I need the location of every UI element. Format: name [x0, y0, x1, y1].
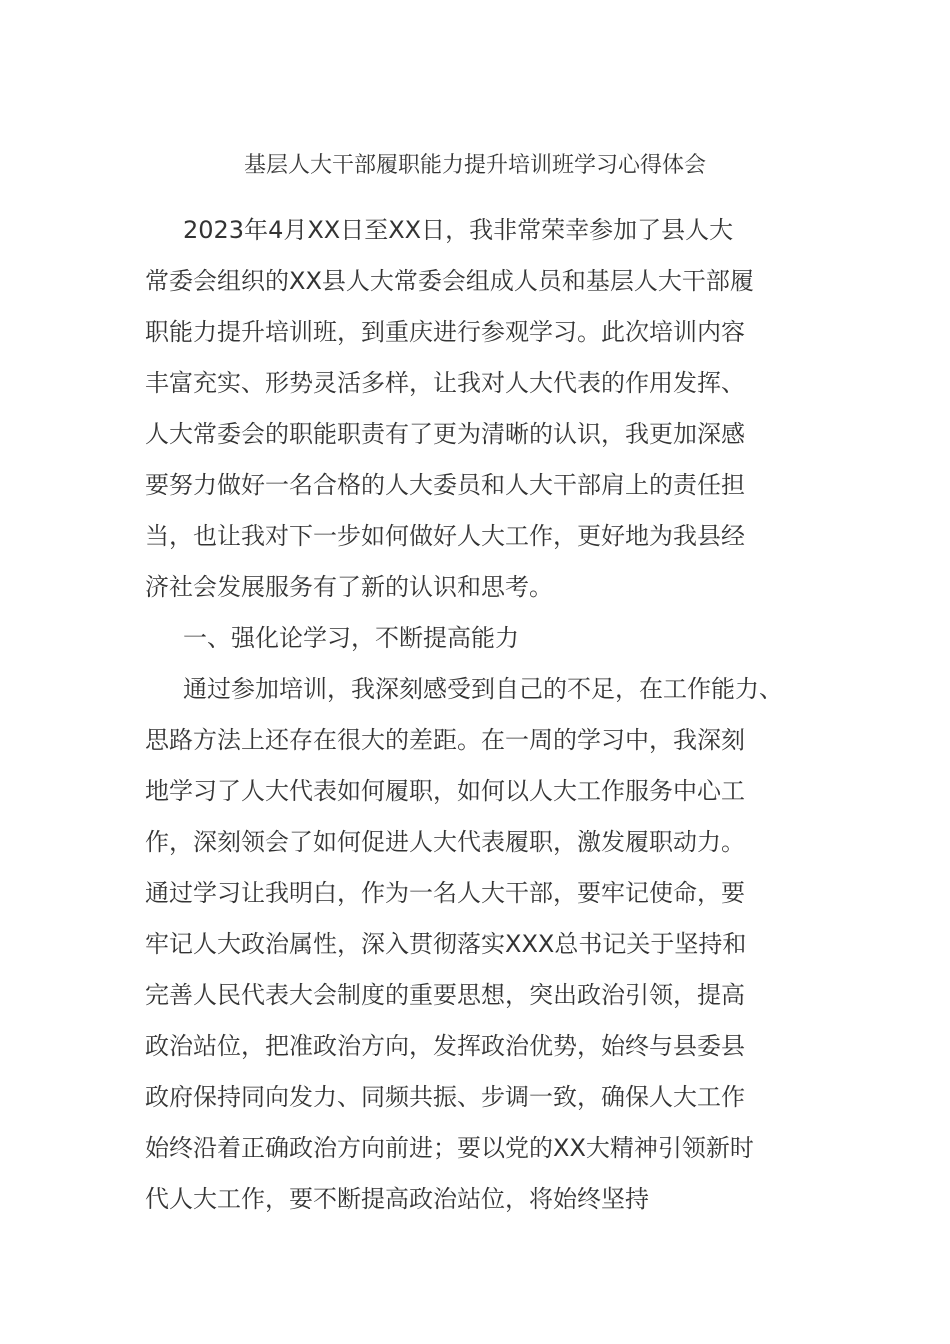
paragraph-line: 政治站位，把准政治方向，发挥政治优势，始终与县委县 [145, 1032, 745, 1060]
paragraph-line: 人大常委会的职能职责有了更为清晰的认识，我更加深感 [145, 420, 745, 448]
paragraph-line: 职能力提升培训班，到重庆进行参观学习。此次培训内容 [145, 318, 745, 346]
paragraph-line: 牢记人大政治属性，深入贯彻落实XXX总书记关于坚持和 [145, 930, 747, 958]
paragraph-line: 丰富充实、形势灵活多样，让我对人大代表的作用发挥、 [145, 369, 745, 397]
paragraph-line: 始终沿着正确政治方向前进；要以党的XX大精神引领新时 [145, 1134, 754, 1162]
paragraph-line: 完善人民代表大会制度的重要思想，突出政治引领，提高 [145, 981, 745, 1009]
paragraph-line: 地学习了人大代表如何履职，如何以人大工作服务中心工 [145, 777, 745, 805]
paragraph-line: 政府保持同向发力、同频共振、步调一致，确保人大工作 [145, 1083, 745, 1111]
paragraph-line: 2023年4月XX日至XX日，我非常荣幸参加了县人大 [183, 216, 734, 244]
paragraph-line: 要努力做好一名合格的人大委员和人大干部肩上的责任担 [145, 471, 745, 499]
paragraph-line: 通过学习让我明白，作为一名人大干部，要牢记使命，要 [145, 879, 745, 907]
paragraph-line: 济社会发展服务有了新的认识和思考。 [145, 573, 553, 601]
paragraph-line: 通过参加培训，我深刻感受到自己的不足，在工作能力、 [183, 675, 783, 703]
paragraph-line: 当，也让我对下一步如何做好人大工作，更好地为我县经 [145, 522, 745, 550]
document-title: 基层人大干部履职能力提升培训班学习心得体会 [243, 153, 706, 178]
section-heading: 一、强化论学习，不断提高能力 [183, 624, 519, 652]
paragraph-line: 常委会组织的XX县人大常委会组成人员和基层人大干部履 [145, 267, 754, 295]
paragraph-line: 代人大工作，要不断提高政治站位，将始终坚持 [145, 1185, 649, 1213]
paragraph-line: 作，深刻领会了如何促进人大代表履职，激发履职动力。 [145, 828, 745, 856]
paragraph-line: 思路方法上还存在很大的差距。在一周的学习中，我深刻 [145, 726, 745, 754]
